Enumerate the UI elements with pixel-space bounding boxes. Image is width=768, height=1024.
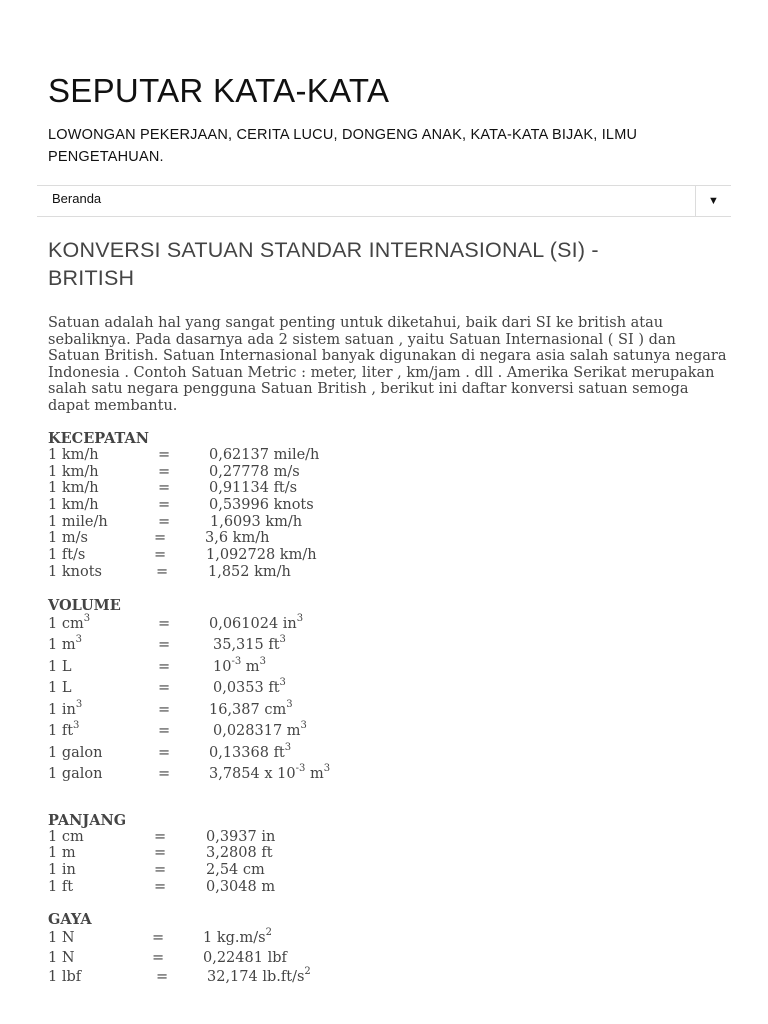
conversion-row xyxy=(48,480,728,497)
equals-sign: = xyxy=(154,845,167,862)
conversion-from: 1 $cm^3$ xyxy=(48,612,91,632)
conversion-row xyxy=(48,657,728,679)
conversion-to: 0,91134 ft/s xyxy=(209,480,298,497)
blog-description: LOWONGAN PEKERJAAN, CERITA LUCU, DONGENG ANAK, KATA-KATA BIJAK, ILMU PENGETAHUAN. xyxy=(48,127,638,165)
conversion-to: 0,62137 mile/h xyxy=(209,447,320,463)
conversion-row xyxy=(48,764,728,786)
conversion-to: 0,27778 m/s xyxy=(209,463,300,480)
conversion-to: 1,852 km/h xyxy=(208,563,291,580)
conversion-from: 1 ft/s xyxy=(48,547,86,564)
equals-sign: = xyxy=(158,637,171,653)
conversion-from: 1 $in^3$ xyxy=(48,698,83,718)
conversion-row xyxy=(48,547,728,564)
conversion-to: 0,3048 m xyxy=(206,878,276,895)
equals-sign: = xyxy=(154,861,167,878)
equals-sign: = xyxy=(154,828,167,845)
section-heading: GAYA xyxy=(48,911,92,929)
triangle-down-icon: ▼ xyxy=(708,195,719,207)
conversion-to: 1,6093 km/h xyxy=(210,513,303,530)
equals-sign: = xyxy=(158,744,171,761)
conversion-to: 3,6 km/h xyxy=(205,530,270,547)
conversion-to: 0,13368 $ft^3$ xyxy=(209,741,292,761)
conversion-to: 3,2808 ft xyxy=(206,845,273,862)
post-body xyxy=(48,315,728,988)
equals-sign: = xyxy=(152,930,165,947)
equals-sign: = xyxy=(156,563,169,580)
conversion-from: 1 m/s xyxy=(48,530,88,547)
equals-sign: = xyxy=(156,968,169,985)
conversion-row xyxy=(48,614,728,636)
conversion-from: 1 cm xyxy=(48,828,84,845)
post-intro: Satuan adalah hal yang sangat penting untuk diketahui, baik dari SI ke british atau sebaliknya. Pada dasarnya ada 2 sistem satuan , yaitu Satuan Internasional ( SI ) dan Satuan British. Satuan Internasional banyak digunakan di negara asia salah satunya negara Indonesia . Contoh Satuan Metric : meter, liter , km/jam . dll . Amerika Serikat merupakan salah satu negara pengguna Satuan British , berikut ini daftar konversi satuan semoga dapat membantu. xyxy=(48,315,727,413)
conversion-to: 0,0353 $ft^3$ xyxy=(213,677,286,696)
equals-sign: = xyxy=(158,497,171,514)
conversion-to: 35,315 $ft^3$ xyxy=(213,634,286,653)
equals-sign: = xyxy=(158,447,171,463)
conversion-from: 1 lbf xyxy=(48,968,82,985)
conversion-to: $10^{-3}$ $m^3$ xyxy=(213,655,266,675)
conversion-row xyxy=(48,845,728,862)
conversion-from: 1 km/h xyxy=(48,463,99,480)
equals-sign: = xyxy=(158,513,171,530)
nav-dropdown-toggle[interactable] xyxy=(695,186,731,216)
conversion-row xyxy=(48,497,728,514)
conversion-from: 1 km/h xyxy=(48,497,99,514)
conversion-row xyxy=(48,928,728,950)
conversion-row xyxy=(48,530,728,547)
conversion-to: 0,22481 lbf xyxy=(203,949,287,966)
conversion-from: 1 $m^3$ xyxy=(48,634,82,653)
conversion-to: 32,174 $lb.ft/s^2$ xyxy=(207,965,311,985)
conversion-to: 3,7854 x $10^{-3}$ $m^3$ xyxy=(209,763,331,782)
equals-sign: = xyxy=(158,701,171,718)
conversion-from: 1 km/h xyxy=(48,480,99,497)
equals-sign: = xyxy=(158,658,171,675)
conversion-to: 1 $kg.m/s^2$ xyxy=(203,927,272,947)
equals-sign: = xyxy=(158,723,171,739)
section-kecepatan xyxy=(48,430,728,581)
section-panjang xyxy=(48,812,728,896)
nav-item-beranda[interactable]: Beranda xyxy=(52,191,102,206)
conversion-to: 0,061024 $in^3$ xyxy=(209,612,304,632)
conversion-row xyxy=(48,967,728,989)
conversion-from: 1 galon xyxy=(48,744,103,761)
conversion-to: 0,3937 in xyxy=(206,828,276,845)
section-heading: PANJANG xyxy=(48,811,127,829)
conversion-from: 1 galon xyxy=(48,766,103,782)
conversion-from: 1 knots xyxy=(48,563,102,580)
blog-title[interactable]: SEPUTAR KATA-KATA xyxy=(48,72,390,109)
conversion-row xyxy=(48,564,728,581)
conversion-row xyxy=(48,447,728,464)
section-heading: KECEPATAN xyxy=(48,430,150,447)
conversion-to: 1,092728 km/h xyxy=(206,547,317,564)
equals-sign: = xyxy=(152,949,165,966)
conversion-to: 0,028317 $m^3$ xyxy=(213,720,307,739)
conversion-row xyxy=(48,700,728,722)
equals-sign: = xyxy=(158,615,171,632)
section-gaya xyxy=(48,911,728,988)
conversion-row xyxy=(48,879,728,896)
conversion-to: 2,54 cm xyxy=(206,861,265,878)
equals-sign: = xyxy=(158,480,171,497)
conversion-row xyxy=(48,635,728,657)
equals-sign: = xyxy=(158,463,171,480)
section-heading: VOLUME xyxy=(48,596,121,614)
page-navigation xyxy=(37,185,731,217)
equals-sign: = xyxy=(154,547,167,564)
conversion-from: 1 $ft^3$ xyxy=(48,720,80,739)
conversion-row xyxy=(48,950,728,967)
conversion-from: 1 km/h xyxy=(48,447,99,463)
conversion-row xyxy=(48,721,728,743)
conversion-to: 16,387 $cm^3$ xyxy=(209,698,293,718)
conversion-from: 1 N xyxy=(48,949,75,966)
conversion-row xyxy=(48,464,728,481)
conversion-from: 1 L xyxy=(48,658,72,675)
conversion-from: 1 mile/h xyxy=(48,513,108,530)
conversion-to: 0,53996 knots xyxy=(209,497,314,514)
equals-sign: = xyxy=(158,766,171,782)
post-title: KONVERSI SATUAN STANDAR INTERNASIONAL (SI) - BRITISH xyxy=(48,238,599,290)
conversion-from: 1 L xyxy=(48,680,72,696)
section-volume xyxy=(48,597,728,786)
conversion-row xyxy=(48,514,728,531)
conversion-from: 1 N xyxy=(48,930,75,947)
conversion-row xyxy=(48,829,728,846)
equals-sign: = xyxy=(154,530,167,547)
equals-sign: = xyxy=(158,680,171,696)
equals-sign: = xyxy=(154,878,167,895)
conversion-from: 1 in xyxy=(48,861,76,878)
conversion-row xyxy=(48,862,728,879)
conversion-row xyxy=(48,678,728,700)
conversion-from: 1 m xyxy=(48,845,76,862)
conversion-row xyxy=(48,743,728,765)
conversion-from: 1 ft xyxy=(48,878,74,895)
